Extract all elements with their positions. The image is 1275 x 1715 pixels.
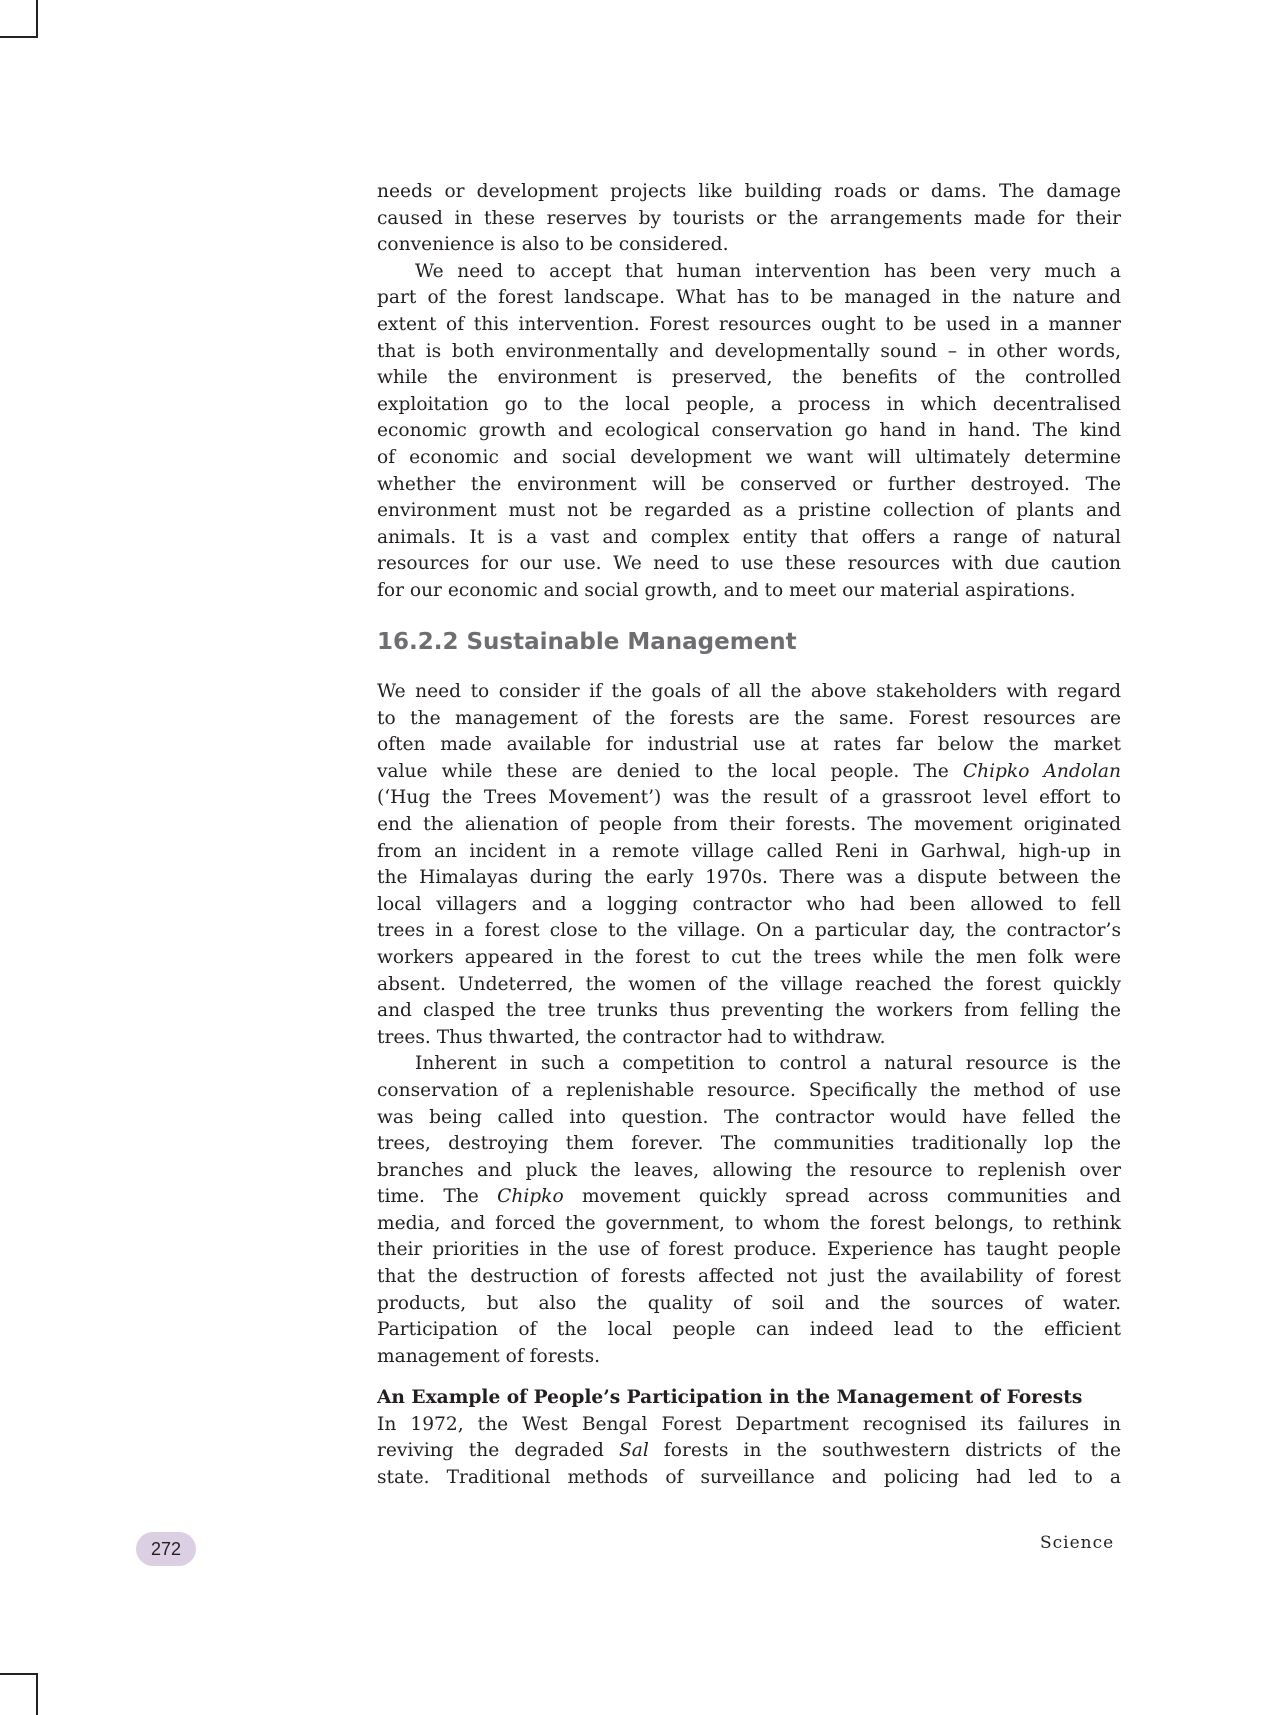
italic-text: Chipko [497, 1186, 564, 1208]
text-line [377, 578, 1121, 605]
text-segment: value while these are denied to the local people. The [377, 760, 963, 782]
crop-mark-top-left [0, 0, 38, 38]
text-segment: whether the environment will be conserved or further destroyed. The [377, 473, 1121, 495]
text-line [377, 1105, 1121, 1132]
text-line [377, 945, 1121, 972]
text-line [377, 1465, 1121, 1492]
text-segment: trees in a forest close to the village. On a particular day, the contractor’s [377, 920, 1121, 942]
paragraph-block-intro [377, 179, 1121, 605]
paragraph-block-example [377, 1385, 1121, 1491]
text-segment: of economic and social development we want will ultimately determine [377, 446, 1121, 468]
text-line [377, 679, 1121, 706]
text-line [377, 339, 1121, 366]
text-segment: reviving the degraded [377, 1440, 620, 1462]
text-segment: convenience is also to be considered. [377, 234, 729, 256]
text-line [377, 1158, 1121, 1185]
text-segment: economic growth and ecological conservation go hand in hand. The kind [377, 420, 1121, 442]
bold-text: An Example of People’s Participation in the Management of Forests [377, 1387, 1083, 1408]
text-segment: management of forests. [377, 1345, 601, 1367]
text-line [377, 1211, 1121, 1238]
text-line [377, 1344, 1121, 1371]
text-line [377, 732, 1121, 759]
text-segment: We need to consider if the goals of all the above stakeholders with regard [377, 681, 1121, 702]
text-line [377, 1237, 1121, 1264]
text-segment: state. Traditional methods of surveillance and policing had led to a [377, 1466, 1121, 1488]
text-line [377, 1078, 1121, 1105]
text-line [377, 759, 1121, 786]
page-number: 272 [136, 1532, 196, 1566]
text-line [377, 1051, 1121, 1078]
text-segment: forests in the southwestern districts of the [648, 1440, 1121, 1462]
text-line [377, 365, 1121, 392]
text-segment: products, but also the quality of soil and the sources of water. [377, 1292, 1121, 1314]
text-line [377, 525, 1121, 552]
text-segment: extent of this intervention. Forest resources ought to be used in a manner [377, 313, 1121, 335]
text-segment: conservation of a replenishable resource. Specifically the method of use [377, 1079, 1121, 1101]
text-segment: end the alienation of people from their forests. The movement originated [377, 813, 1121, 835]
text-segment: media, and forced the government, to whom the forest belongs, to rethink [377, 1212, 1121, 1234]
text-segment: resources for our use. We need to use these resources with due caution [377, 553, 1121, 575]
text-line [377, 839, 1121, 866]
text-line [377, 472, 1121, 499]
text-line [377, 998, 1121, 1025]
text-line [377, 1025, 1121, 1052]
paragraph-block-sustainable-management [377, 679, 1121, 1370]
text-line [377, 865, 1121, 892]
text-segment: local villagers and a logging contractor who had been allowed to fell [377, 893, 1121, 915]
text-segment: Participation of the local people can indeed lead to the efficient [377, 1319, 1121, 1341]
text-segment: caused in these reserves by tourists or the arrangements made for their [377, 207, 1121, 229]
text-line [377, 312, 1121, 339]
text-line [377, 1412, 1121, 1439]
text-segment: animals. It is a vast and complex entity that offers a range of natural [377, 526, 1121, 548]
text-segment: needs or development projects like building roads or dams. The damage [377, 181, 1121, 202]
text-line [377, 972, 1121, 999]
text-segment: that is both environmentally and developmentally sound – in other words, [377, 340, 1121, 362]
text-segment: Inherent in such a competition to control a natural resource is the [415, 1053, 1121, 1075]
text-segment: often made available for industrial use at rates far below the market [377, 734, 1121, 756]
text-line [377, 706, 1121, 733]
text-line [377, 551, 1121, 578]
text-line [377, 285, 1121, 312]
book-title: Science [1040, 1533, 1115, 1553]
text-line [377, 498, 1121, 525]
text-line [377, 1264, 1121, 1291]
text-line [377, 1385, 1121, 1412]
text-segment: movement quickly spread across communities and [563, 1186, 1121, 1208]
text-segment: while the environment is preserved, the benefits of the controlled [377, 367, 1121, 389]
text-segment: (‘Hug the Trees Movement’) was the result of a grassroot level effort to [377, 787, 1121, 809]
italic-text: Chipko Andolan [962, 760, 1121, 782]
text-segment: environment must not be regarded as a pristine collection of plants and [377, 500, 1121, 522]
text-line [377, 892, 1121, 919]
text-line [377, 1438, 1121, 1465]
text-segment: part of the forest landscape. What has to be managed in the nature and [377, 287, 1121, 309]
text-segment: for our economic and social growth, and to meet our material aspirations. [377, 579, 1076, 601]
text-line [377, 445, 1121, 472]
text-segment: workers appeared in the forest to cut the trees while the men folk were [377, 946, 1121, 968]
text-line [377, 392, 1121, 419]
text-segment: was being called into question. The contractor would have felled the [377, 1106, 1121, 1128]
text-line [377, 179, 1121, 206]
text-segment: branches and pluck the leaves, allowing the resource to replenish over [377, 1159, 1121, 1181]
text-line [377, 1131, 1121, 1158]
text-segment: from an incident in a remote village called Reni in Garhwal, high-up in [377, 840, 1121, 862]
text-segment: and clasped the tree trunks thus preventing the workers from felling the [377, 1000, 1121, 1022]
text-line [377, 1291, 1121, 1318]
text-segment: their priorities in the use of forest produce. Experience has taught people [377, 1239, 1121, 1261]
text-segment: time. The [377, 1186, 498, 1208]
text-segment: absent. Undeterred, the women of the village reached the forest quickly [377, 973, 1121, 995]
text-segment: the Himalayas during the early 1970s. There was a dispute between the [377, 867, 1121, 889]
section-heading: 16.2.2 Sustainable Management [377, 629, 797, 655]
text-segment: trees, destroying them forever. The communities traditionally lop the [377, 1133, 1121, 1155]
text-line [377, 232, 1121, 259]
text-segment: trees. Thus thwarted, the contractor had to withdraw. [377, 1026, 886, 1048]
text-line [377, 206, 1121, 233]
italic-text: Sal [619, 1440, 649, 1462]
text-line [377, 785, 1121, 812]
text-segment: In 1972, the West Bengal Forest Department recognised its failures in [377, 1413, 1121, 1435]
text-segment: that the destruction of forests affected not just the availability of forest [377, 1266, 1121, 1288]
text-line [377, 812, 1121, 839]
text-line [377, 1184, 1121, 1211]
text-line [377, 259, 1121, 286]
text-segment: exploitation go to the local people, a process in which decentralised [377, 393, 1121, 415]
text-line [377, 1317, 1121, 1344]
crop-mark-bottom-left [0, 1673, 38, 1715]
text-segment: to the management of the forests are the same. Forest resources are [377, 707, 1121, 729]
text-line [377, 918, 1121, 945]
text-segment: We need to accept that human intervention has been very much a [415, 260, 1121, 282]
text-line [377, 418, 1121, 445]
